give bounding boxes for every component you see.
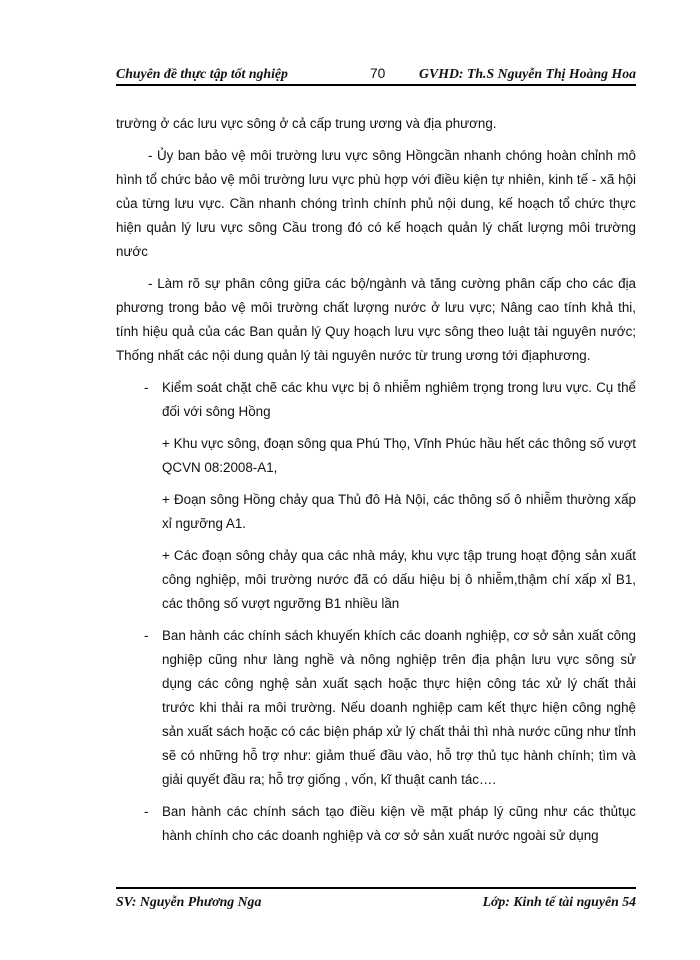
- bullet-dash: -: [144, 804, 149, 819]
- bullet-text: Ban hành các chính sách tạo điều kiện về mặt pháp lý cũng như các thủtục hành chính cho các doanh nghiệp và cơ sở sản xuất nước ngoài sử dụng: [162, 804, 636, 843]
- footer-class: Lớp: Kinh tế tài nguyên 54: [482, 894, 636, 909]
- sub-item-phu-tho: + Khu vực sông, đoạn sông qua Phú Thọ, Vĩnh Phúc hầu hết các thông số vượt QCVN 08:2008-A1,: [162, 436, 636, 475]
- paragraph-committee: - Ủy ban bảo vệ môi trường lưu vực sông Hồngcần nhanh chóng hoàn chỉnh mô hình tổ chức bảo vệ môi trường lưu vực phù hợp với điều kiện tự nhiên, kinh tế - xã hội của từng lưu vực. Cần nhanh chóng trình chính phủ nội dung, kế hoạch tổ chức thực hiện quản lý lưu vực sông Cầu trong đó có kế hoạch quản lý chất lượng môi trường nước: [116, 148, 636, 259]
- page-header: [116, 64, 636, 86]
- sub-item-factories: + Các đoạn sông chảy qua các nhà máy, khu vực tập trung hoạt động sản xuất công nghiệp, môi trường nước đã có dấu hiệu bị ô nhiễm,thậm chí xấp xỉ B1, các thông số vượt ngưỡng B1 nhiều lần: [162, 548, 636, 611]
- paragraph-responsibilities: - Làm rõ sự phân công giữa các bộ/ngành và tăng cường phân cấp cho các địa phương trong bảo vệ môi trường chất lượng nước ở lưu vực; Nâng cao tính khả thi, tính hiệu quả của các Ban quản lý Quy hoạch lưu vực sông theo luật tài nguyên nước; Thống nhất các nội dung quản lý tài nguyên nước từ trung ương tới địaphương.: [116, 276, 636, 363]
- bullet-text: Kiểm soát chặt chẽ các khu vực bị ô nhiễm nghiêm trọng trong lưu vực. Cụ thể đối với sông Hồng: [162, 380, 636, 419]
- sub-item-hanoi: + Đoạn sông Hồng chảy qua Thủ đô Hà Nội, các thông số ô nhiễm thường xấp xỉ ngưỡng A1.: [162, 492, 636, 531]
- footer-student: SV: Nguyễn Phương Nga: [116, 894, 262, 909]
- page-footer: [116, 887, 636, 913]
- bullet-dash: -: [144, 380, 149, 395]
- page-number: 70: [370, 66, 386, 81]
- bullet-legal-conditions: [116, 800, 636, 848]
- bullet-pollution-control: [116, 376, 636, 424]
- header-supervisor: GVHD: Th.S Nguyễn Thị Hoàng Hoa: [419, 66, 636, 81]
- page-body: [116, 112, 636, 848]
- header-document-title: Chuyên đề thực tập tốt nghiệp: [116, 66, 288, 81]
- paragraph-continuation: trường ở các lưu vực sông ở cả cấp trung ương và địa phương.: [116, 116, 497, 131]
- bullet-text: Ban hành các chính sách khuyến khích các doanh nghiệp, cơ sở sản xuất công nghiệp cũng như làng nghề và nông nghiệp trên địa phận lưu vực sông sử dụng các công nghệ sản xuất sạch hoặc thực hiện công tác xử lý chất thải trước khi thải ra môi trường. Nếu doanh nghiệp cam kết thực hiện công nghệ sản xuất sách hoặc có các biện pháp xử lý chất thải thì nhà nước cũng như tỉnh sẽ có những hỗ trợ như: giảm thuế đầu vào, hỗ trợ thủ tục hành chính; tìm và giải quyết đầu ra; hỗ trợ giống , vốn, kĩ thuật canh tác….: [162, 628, 636, 787]
- bullet-dash: -: [144, 628, 149, 643]
- bullet-incentive-policies: [116, 624, 636, 792]
